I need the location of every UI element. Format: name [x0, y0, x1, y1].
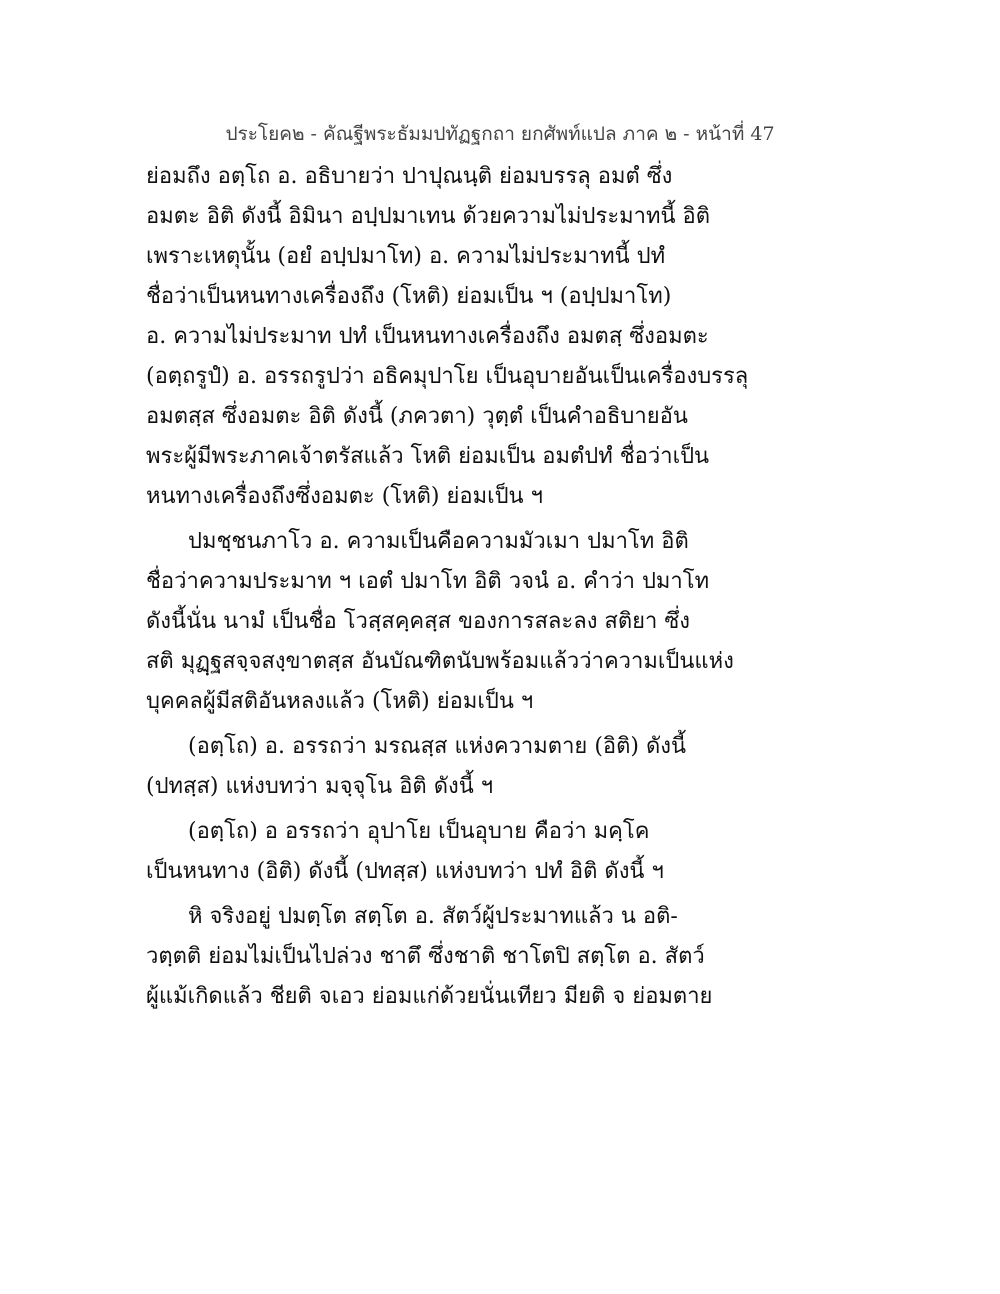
- text-line: (ปทสฺส) แห่งบทว่า มจฺจุโน อิติ ดังนี้ ฯ: [146, 774, 494, 799]
- text-line: ผู้แม้เกิดแล้ว ชียติ จเอว ย่อมแก่ด้วยนั่นเทียว มียติ จ ย่อมตาย: [146, 984, 713, 1009]
- text-line: พระผู้มีพระภาคเจ้าตรัสแล้ว โหติ ย่อมเป็น อมตํปทํ ชื่อว่าเป็น: [146, 444, 710, 469]
- text-line: อ. ความไม่ประมาท ปทํ เป็นหนทางเครื่องถึง อมตสฺ ซึ่งอมตะ: [146, 324, 709, 349]
- text-line: ย่อมถึง อตฺโถ อ. อธิบายว่า ปาปุณนฺติ ย่อมบรรลุ อมตํ ซึ่ง: [146, 164, 673, 189]
- page-number: 47: [750, 123, 775, 145]
- text-line: ชื่อว่าความประมาท ฯ เอตํ ปมาโท อิติ วจนํ อ. คำว่า ปมาโท: [146, 569, 710, 594]
- text-line: อมตสฺส ซึ่งอมตะ อิติ ดังนี้ (ภควตา) วุตฺตํ เป็นคำอธิบายอัน: [146, 404, 688, 429]
- paragraph-first-line: ปมชฺชนภาโว อ. ความเป็นคือความมัวเมา ปมาโท อิติ: [188, 529, 689, 554]
- paragraph-first-line: หิ จริงอยู่ ปมตฺโต สตฺโต อ. สัตว์ผู้ประมาทแล้ว น อติ-: [188, 904, 678, 929]
- text-line: อมตะ อิติ ดังนี้ อิมินา อปฺปมาเทน ด้วยความไม่ประมาทนี้ อิติ: [146, 204, 711, 229]
- text-line: บุคคลผู้มีสติอันหลงแล้ว (โหติ) ย่อมเป็น ฯ: [146, 689, 534, 714]
- page-header: [0, 119, 1000, 149]
- text-line: วตฺตติ ย่อมไม่เป็นไปล่วง ชาตึ ซึ่งชาติ ชาโตปิ สตฺโต อ. สัตว์: [146, 944, 705, 969]
- text-line: (อตฺถรูปํ) อ. อรรถรูปว่า อธิคมุปาโย เป็นอุบายอันเป็นเครื่องบรรลุ: [146, 364, 749, 389]
- paragraph-first-line: (อตฺโถ) อ อรรถว่า อุปาโย เป็นอุบาย คือว่า มคฺโค: [188, 819, 650, 844]
- text-line: เพราะเหตุนั้น (อยํ อปฺปมาโท) อ. ความไม่ประมาทนี้ ปทํ: [146, 244, 666, 269]
- text-line: ชื่อว่าเป็นหนทางเครื่องถึง (โหติ) ย่อมเป็น ฯ (อปฺปมาโท): [146, 284, 672, 309]
- text-line: ดังนี้นั่น นามํ เป็นชื่อ โวสฺสคฺคสฺส ของการสละลง สติยา ซึ่ง: [146, 609, 691, 634]
- text-line: เป็นหนทาง (อิติ) ดังนี้ (ปทสฺส) แห่งบทว่า ปทํ อิติ ดังนี้ ฯ: [146, 859, 664, 884]
- body-text: [146, 157, 866, 1017]
- running-title: ประโยค๒ - คัณฐีพระธัมมปทัฏฐกถา ยกศัพท์แปล ภาค ๒ - หน้าที่: [225, 123, 745, 145]
- paragraph-first-line: (อตฺโถ) อ. อรรถว่า มรณสฺส แห่งความตาย (อิติ) ดังนี้: [188, 734, 687, 759]
- text-line: สติ มุฏฺฐสจฺจสงฺขาตสฺส อันบัณฑิตนับพร้อมแล้วว่าความเป็นแห่ง: [146, 649, 734, 674]
- text-line: หนทางเครื่องถึงซึ่งอมตะ (โหติ) ย่อมเป็น ฯ: [146, 484, 543, 509]
